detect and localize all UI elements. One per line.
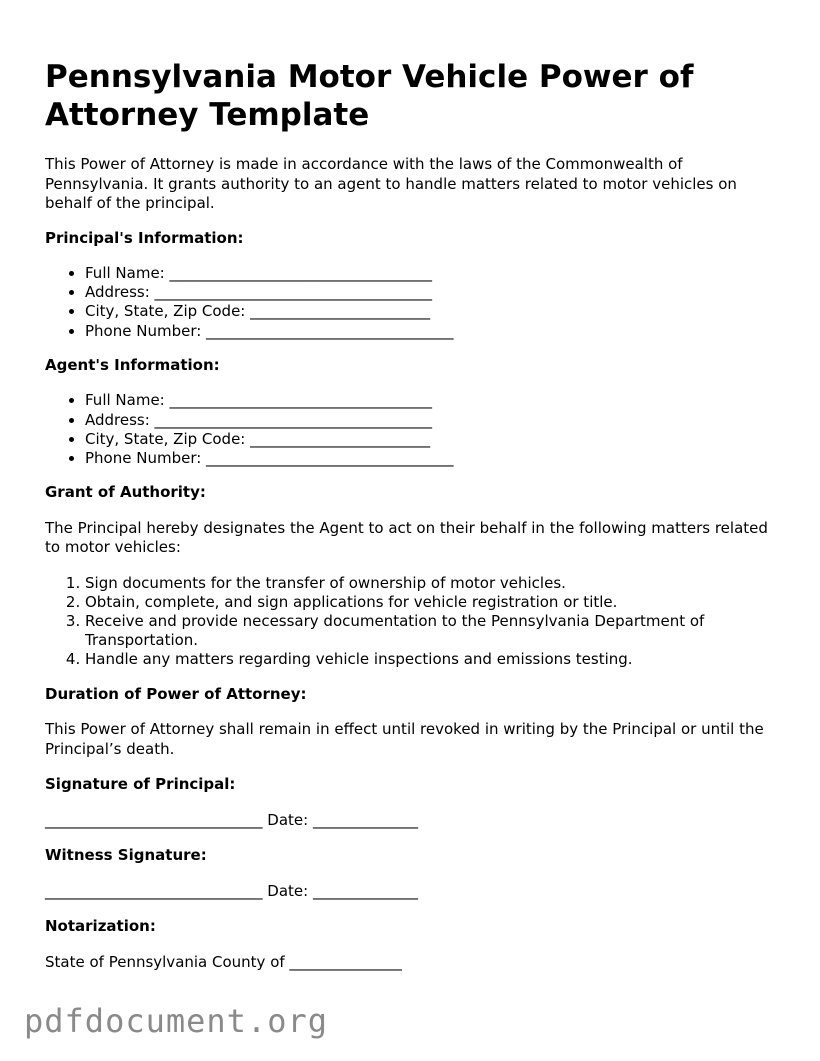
principal-fields-list	[45, 264, 775, 341]
notarization-county-line: State of Pennsylvania County of _______________	[45, 952, 402, 971]
grant-item: 1. Sign documents for the transfer of ownership of motor vehicles.	[85, 574, 775, 593]
duration-paragraph: This Power of Attorney shall remain in effect until revoked in writing by the Principal or until the Principal’s death.	[45, 720, 764, 758]
signature-heading: Signature of Principal:	[45, 775, 236, 794]
duration-heading: Duration of Power of Attorney:	[45, 684, 307, 703]
grant-items-list	[45, 574, 775, 670]
agent-city-state-zip-field: • City, State, Zip Code: ________________________	[85, 430, 775, 449]
watermark-logo: pdfdocument.org	[24, 1002, 328, 1040]
grant-item: 3. Receive and provide necessary documentation to the Pennsylvania Department of Transportation.	[85, 612, 775, 650]
agent-address-field: • Address: _____________________________________	[85, 411, 775, 430]
witness-signature-line: _____________________________ Date: ______________	[45, 881, 418, 900]
witness-heading: Witness Signature:	[45, 846, 207, 865]
grant-paragraph: The Principal hereby designates the Agent to act on their behalf in the following matters related to motor vehicles:	[45, 518, 768, 557]
grant-heading: Grant of Authority:	[45, 483, 206, 502]
notarization-heading: Notarization:	[45, 917, 156, 936]
principal-phone-field: • Phone Number: _________________________________	[85, 322, 775, 341]
intro-paragraph: This Power of Attorney is made in accordance with the laws of the Commonwealth of Pennsylvania. It grants authority to an agent to handle matters related to motor vehicles on behalf of the principal.	[45, 155, 737, 212]
agent-phone-field: • Phone Number: _________________________________	[85, 449, 775, 468]
principal-heading: Principal's Information:	[45, 228, 244, 247]
principal-address-field: • Address: _____________________________________	[85, 283, 775, 302]
page-title: Pennsylvania Motor Vehicle Power of Attorney Template	[45, 59, 694, 133]
agent-fields-list	[45, 391, 775, 468]
agent-heading: Agent's Information:	[45, 355, 220, 374]
principal-city-state-zip-field: • City, State, Zip Code: ________________________	[85, 302, 775, 321]
document-page	[45, 58, 775, 972]
agent-full-name-field: • Full Name: ___________________________________	[85, 391, 775, 410]
principal-full-name-field: • Full Name: ___________________________________	[85, 264, 775, 283]
grant-item: 4. Handle any matters regarding vehicle inspections and emissions testing.	[85, 650, 775, 669]
grant-item: 2. Obtain, complete, and sign applications for vehicle registration or title.	[85, 593, 775, 612]
principal-signature-line: _____________________________ Date: ______________	[45, 810, 418, 829]
